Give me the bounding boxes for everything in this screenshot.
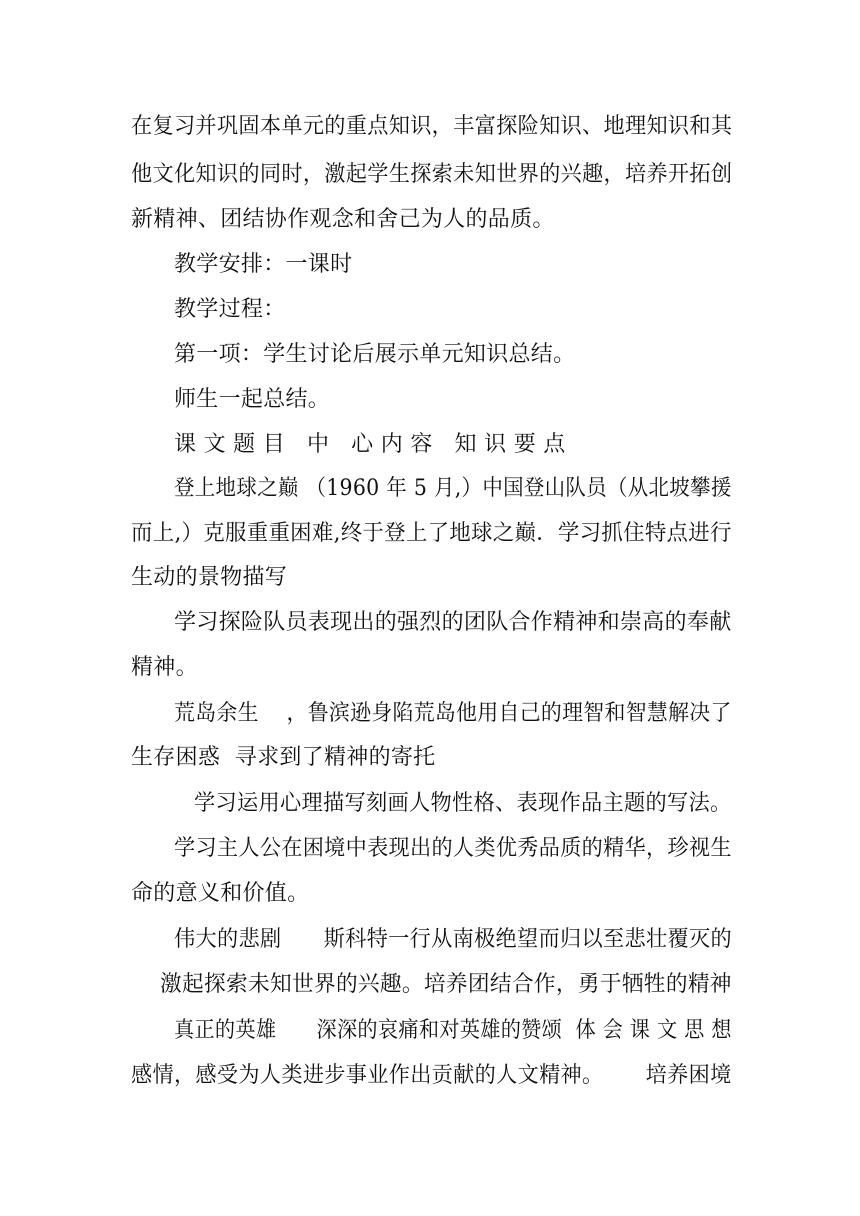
body-line: 而上,）克服重重困难,终于登上了地球之巅．学习抓住特点进行 xyxy=(131,521,732,546)
body-line: 命的意义和价值。 xyxy=(131,881,310,906)
body-line: 荒岛余生 ，鲁滨逊身陷荒岛他用自己的理智和智慧解决了 xyxy=(174,701,732,726)
body-line: 教学过程： xyxy=(174,297,286,322)
body-line: 激起探索未知世界的兴趣。培养团结合作，勇于牺牲的精神 xyxy=(160,972,732,997)
table-header-line: 课 文 题 目 中 心 内 容 知 识 要 点 xyxy=(174,432,566,457)
body-line: 登上地球之巅 （1960 年 5 月,）中国登山队员（从北坡攀援 xyxy=(174,476,732,501)
body-line: 学习运用心理描写刻画人物性格、表现作品主题的写法。 xyxy=(194,791,732,816)
body-line: 真正的英雄 深深的哀痛和对英雄的赞颂 体 会 课 文 思 想 xyxy=(174,1018,732,1043)
body-line: 在复习并巩固本单元的重点知识，丰富探险知识、地理知识和其 xyxy=(131,114,733,139)
body-line: 学习主人公在困境中表现出的人类优秀品质的精华，珍视生 xyxy=(174,836,732,861)
body-line: 第一项：学生讨论后展示单元知识总结。 xyxy=(174,342,576,367)
body-line: 感情，感受为人类进步事业作出贡献的人文精神。 培养困境 xyxy=(131,1063,732,1088)
body-line: 教学安排：一课时 xyxy=(174,252,353,277)
body-line: 生存困惑 寻求到了精神的寄托 xyxy=(131,745,436,770)
body-line: 他文化知识的同时，激起学生探索未知世界的兴趣，培养开拓创 xyxy=(131,162,733,187)
body-line: 精神。 xyxy=(131,655,198,680)
body-line: 新精神、团结协作观念和舍己为人的品质。 xyxy=(131,207,555,232)
body-line: 伟大的悲剧 斯科特一行从南极绝望而归以至悲壮覆灭的 xyxy=(174,927,732,952)
body-line: 师生一起总结。 xyxy=(174,387,331,412)
body-line: 生动的景物描写 xyxy=(131,565,288,590)
body-line: 学习探险队员表现出的强烈的团队合作精神和崇高的奉献 xyxy=(174,610,732,635)
